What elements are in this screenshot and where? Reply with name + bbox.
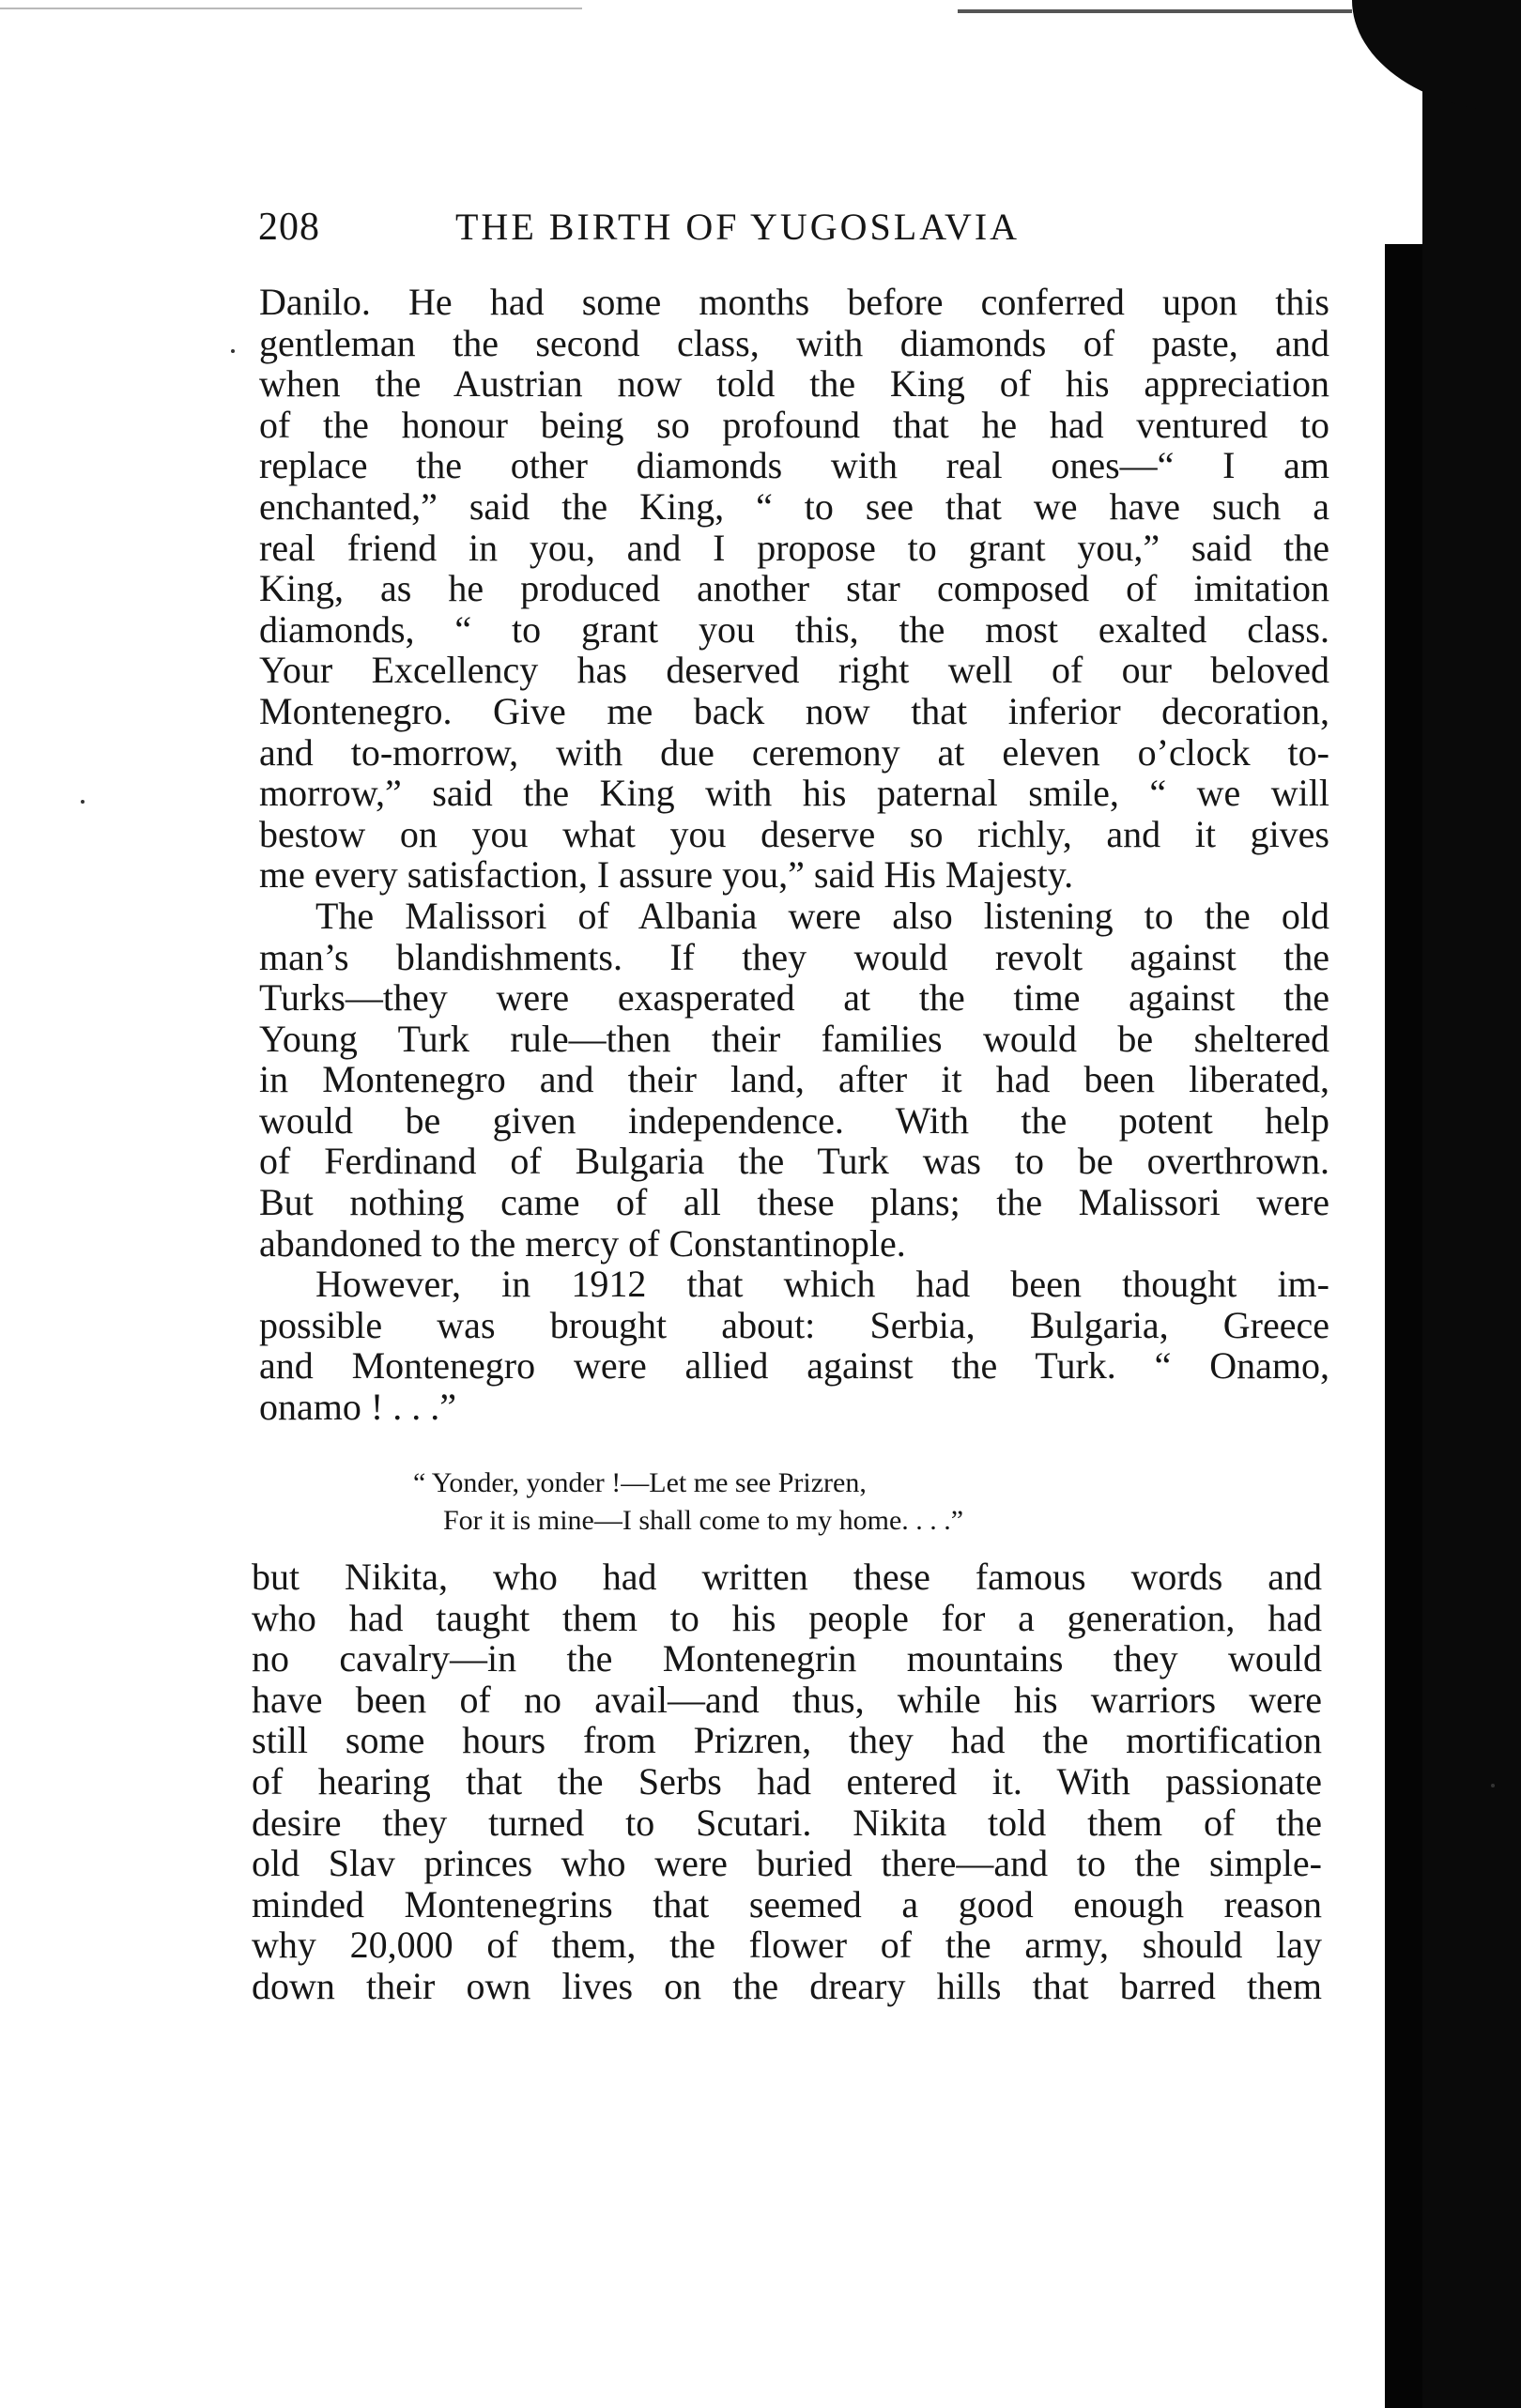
text-line: King, as he produced another star composed of imitation [259,567,1329,610]
text-line: bestow on you what you deserve so richly, and it gives [259,812,1329,855]
text-line: minded Montenegrins that seemed a good enough reason [252,1882,1322,1925]
verse-line: For it is mine—I shall come to my home. . . .” [443,1505,964,1536]
verse-line: “ Yonder, yonder !—Let me see Prizren, [413,1467,867,1498]
text-line: of Ferdinand of Bulgaria the Turk was to be overthrown. [259,1140,1329,1183]
main-text [259,282,1329,1428]
top-edge-rule [0,8,582,9]
speck-mark [1491,1784,1495,1787]
text-line: abandoned to the mercy of Constantinople. [259,1221,906,1265]
verse-quotation [413,1465,963,1540]
text-line: However, in 1912 that which had been thought im- [315,1263,1329,1306]
text-line: but Nikita, who had written these famous words and [252,1556,1322,1598]
text-line: diamonds, “ to grant you this, the most exalted class. [259,607,1329,651]
text-line: desire they turned to Scutari. Nikita told them of the [252,1801,1322,1844]
page-number: 208 [258,206,320,249]
text-line: me every satisfaction, I assure you,” said His Majesty. [259,853,1074,897]
text-line: would be given independence. With the potent help [259,1098,1329,1142]
text-line: old Slav princes who were buried there—and to the simple- [252,1842,1322,1885]
paragraph-2 [259,896,1329,1264]
paragraph-1 [259,282,1329,896]
text-line: Your Excellency has deserved right well of our beloved [259,649,1329,692]
text-line: Turks—they were exasperated at the time against the [259,976,1329,1020]
page-curl-shadow [1352,0,1521,113]
text-line: have been of no avail—and thus, while his warriors were [252,1678,1322,1721]
text-line: no cavalry—in the Montenegrin mountains they would [252,1637,1322,1680]
text-line: when the Austrian now told the King of his appreciation [259,362,1329,406]
speck-mark [231,349,235,353]
text-line: still some hours from Prizren, they had the mortification [252,1719,1322,1762]
text-line: Danilo. He had some months before conferred upon this [259,281,1329,323]
text-line: in Montenegro and their land, after it had been liberated, [259,1058,1329,1101]
text-line: enchanted,” said the King, “ to see that we have such a [259,484,1329,528]
top-edge-shadow [958,9,1352,13]
running-head [258,205,1338,261]
text-line: Montenegro. Give me back now that inferior decoration, [259,689,1329,732]
text-line: onamo ! . . .” [259,1386,456,1429]
text-line: But nothing came of all these plans; the Malissori were [259,1181,1329,1224]
text-line: replace the other diamonds with real ones—“ I am [259,444,1329,487]
binding-edge [1422,0,1521,2408]
text-line: real friend in you, and I propose to grant you,” said the [259,526,1329,569]
text-line: who had taught them to his people for a generation, had [252,1596,1322,1639]
text-line: and Montenegro were allied against the Turk. “ Onamo, [259,1344,1329,1388]
text-line: man’s blandishments. If they would revolt against the [259,935,1329,978]
text-line: of the honour being so profound that he had ventured to [259,403,1329,446]
paragraph-3 [259,1264,1329,1427]
text-line: possible was brought about: Serbia, Bulgaria, Greece [259,1303,1329,1346]
text-line: and to-morrow, with due ceremony at eleven o’clock to- [259,730,1329,774]
speck-mark [81,800,84,804]
text-line: Young Turk rule—then their families would be sheltered [259,1017,1329,1060]
continuation-text [252,1557,1322,2007]
text-line: of hearing that the Serbs had entered it. With passionate [252,1759,1322,1802]
text-line: morrow,” said the King with his paternal smile, “ we will [259,772,1329,815]
book-title: THE BIRTH OF YUGOSLAVIA [455,206,1021,248]
text-line: The Malissori of Albania were also listening to the old [315,894,1329,937]
text-line: down their own lives on the dreary hills that barred them [252,1964,1322,2007]
text-line: gentleman the second class, with diamonds of paste, and [259,321,1329,364]
text-line: why 20,000 of them, the flower of the army, should lay [252,1924,1322,1967]
